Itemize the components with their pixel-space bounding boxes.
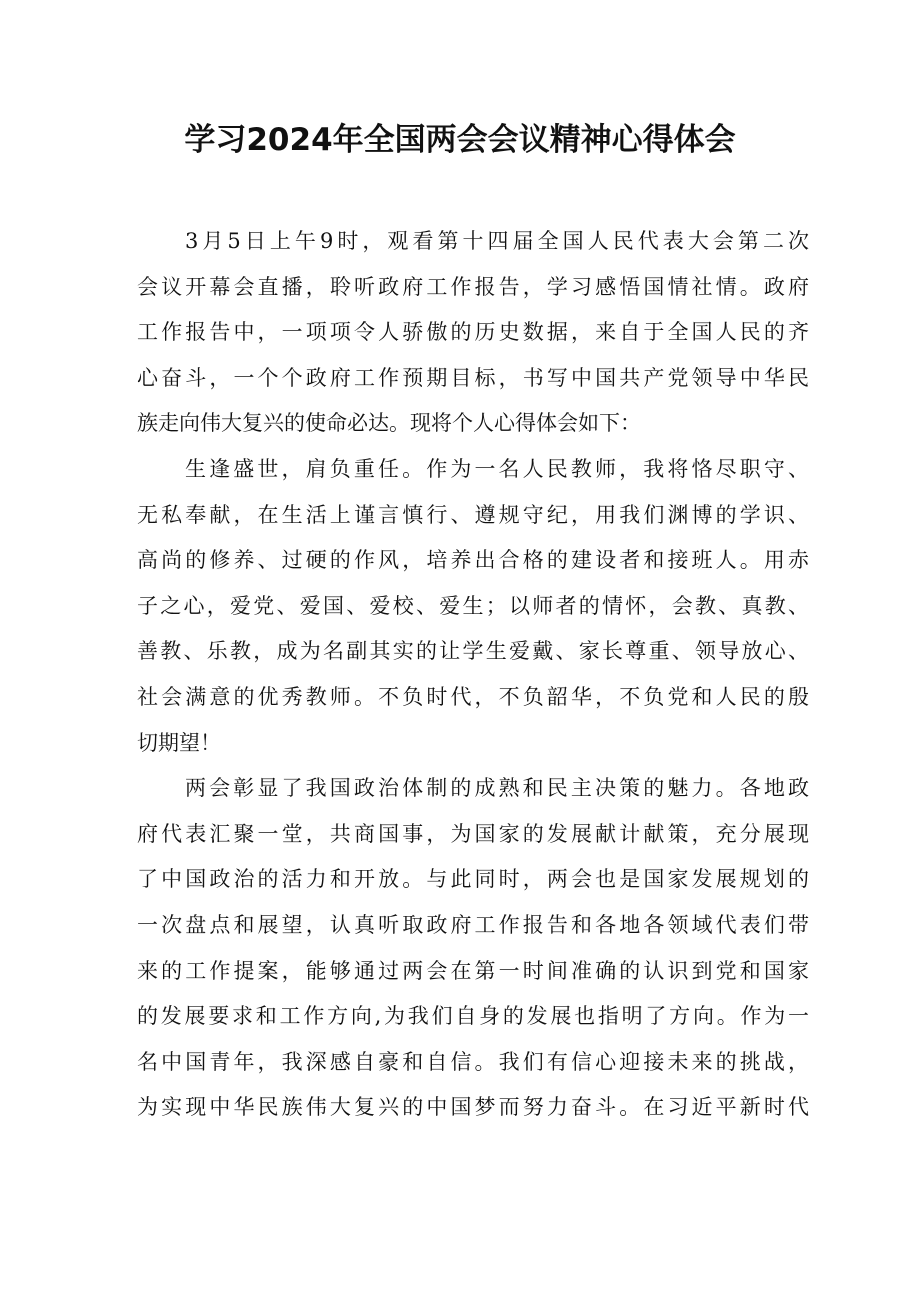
body-line: 名中国青年，我深感自豪和自信。我们有信心迎接未来的挑战，: [137, 1049, 809, 1074]
body-line: 族走向伟大复兴的使命必达。现将个人心得体会如下：: [137, 411, 641, 436]
body-line: 生逢盛世，肩负重任。作为一名人民教师，我将恪尽职守、: [185, 456, 809, 481]
body-line: 3月5日上午9时，观看第十四届全国人民代表大会第二次: [185, 229, 809, 253]
body-line: 的发展要求和工作方向,为我们自身的发展也指明了方向。作为一: [137, 1004, 809, 1029]
body-line: 两会彰显了我国政治体制的成熟和民主决策的魅力。各地政: [185, 776, 809, 801]
body-line: 高尚的修养、过硬的作风，培养出合格的建设者和接班人。用赤: [137, 548, 809, 573]
body-line: 心奋斗，一个个政府工作预期目标，书写中国共产党领导中华民: [137, 365, 809, 390]
body-line: 一次盘点和展望，认真听取政府工作报告和各地各领域代表们带: [137, 912, 809, 937]
body-line: 切期望！: [137, 730, 221, 755]
document-body: [137, 219, 809, 1131]
body-line: 府代表汇聚一堂，共商国事，为国家的发展献计献策，充分展现: [137, 821, 809, 846]
body-line: 为实现中华民族伟大复兴的中国梦而努力奋斗。在习近平新时代: [137, 1095, 809, 1120]
body-line: 无私奉献，在生活上谨言慎行、遵规守纪，用我们渊博的学识、: [137, 502, 809, 527]
body-line: 来的工作提案，能够通过两会在第一时间准确的认识到党和国家: [137, 958, 809, 983]
body-line: 子之心，爱党、爱国、爱校、爱生；以师者的情怀，会教、真教、: [137, 593, 809, 618]
body-line: 社会满意的优秀教师。不负时代，不负韶华，不负党和人民的殷: [137, 684, 809, 709]
document-title: 学习2024年全国两会会议精神心得体会: [184, 122, 736, 158]
body-line: 工作报告中，一项项令人骄傲的历史数据，来自于全国人民的齐: [137, 320, 809, 345]
body-line: 了中国政治的活力和开放。与此同时，两会也是国家发展规划的: [137, 867, 809, 892]
body-line: 会议开幕会直播，聆听政府工作报告，学习感悟国情社情。政府: [137, 274, 809, 299]
body-line: 善教、乐教，成为名副其实的让学生爱戴、家长尊重、领导放心、: [137, 639, 809, 664]
